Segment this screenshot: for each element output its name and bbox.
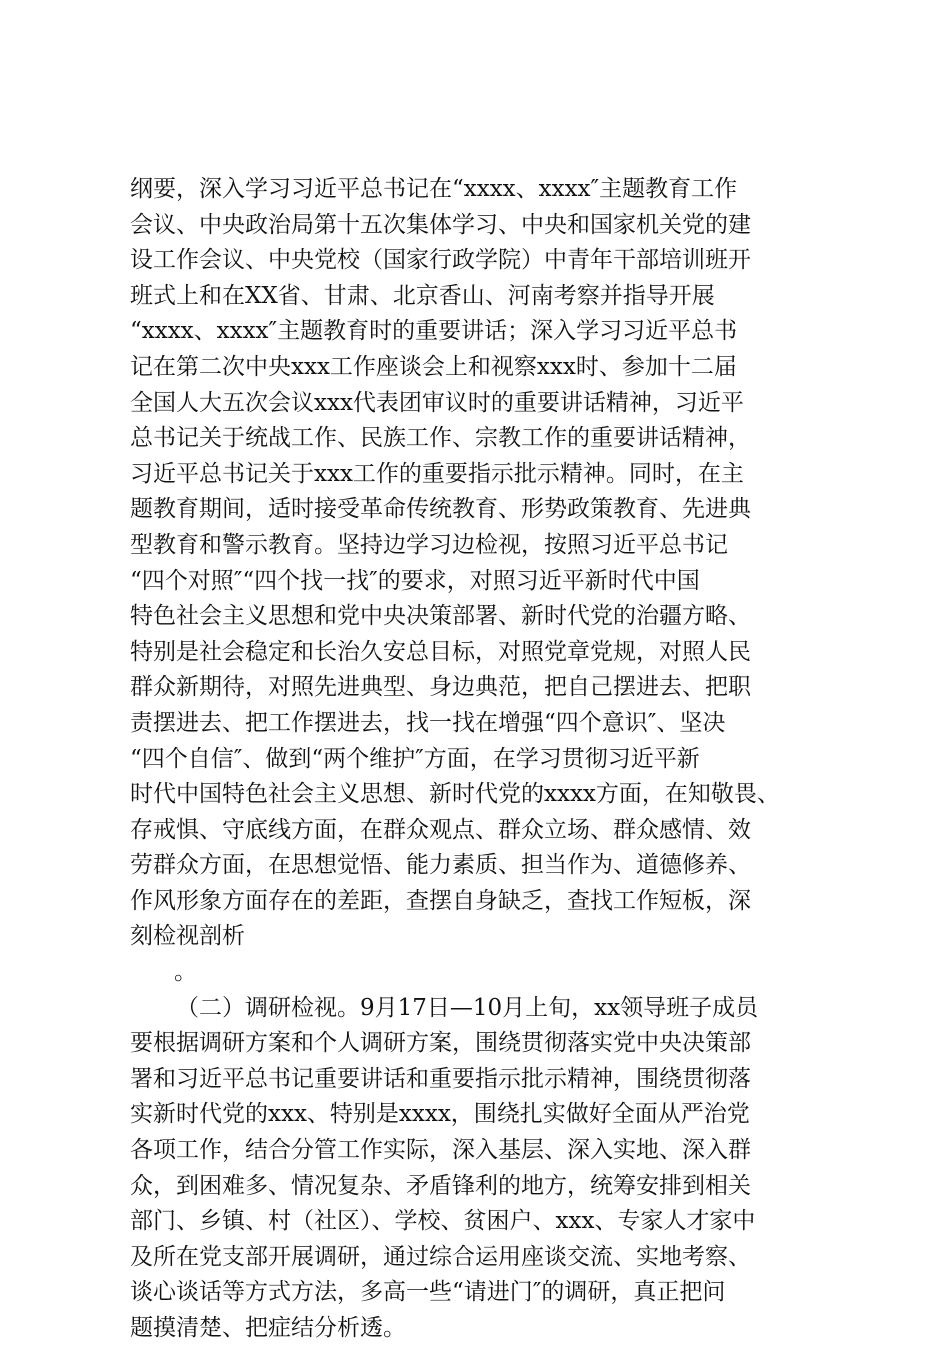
text-line: 会议、中央政治局第十五次集体学习、中央和国家机关党的建 — [130, 211, 751, 238]
paragraph-research-review — [130, 991, 850, 1347]
text-line: 特别是社会稳定和长治久安总目标，对照党章党规，对照人民 — [130, 638, 751, 665]
text-line: 记在第二次中央xxx工作座谈会上和视察xxx时、参加十二届 — [130, 353, 737, 380]
text-line: 劳群众方面，在思想觉悟、能力素质、担当作为、道德修养、 — [130, 852, 751, 879]
text-line: 设工作会议、中央党校（国家行政学院）中青年干部培训班开 — [130, 247, 751, 274]
text-line: 总书记关于统战工作、民族工作、宗教工作的重要讲话精神， — [130, 425, 751, 452]
document-body — [130, 172, 850, 1347]
section-heading-line: （二）调研检视。9月17日—10月上旬，xx领导班子成员 — [176, 994, 759, 1021]
text-line: 型教育和警示教育。坚持边学习边检视，按照习近平总书记 — [130, 531, 728, 558]
text-line: 要根据调研方案和个人调研方案，围绕贯彻落实党中央决策部 — [130, 1030, 751, 1057]
text-line: 责摆进去、把工作摆进去，找一找在增强“四个意识″、坚决 — [130, 709, 726, 736]
text-line: 刻检视剖析 — [130, 923, 245, 950]
text-line: 习近平总书记关于xxx工作的重要指示批示精神。同时，在主 — [130, 460, 744, 487]
text-line: 班式上和在XX省、甘肃、北京香山、河南考察并指导开展 — [130, 282, 715, 309]
text-line: 全国人大五次会议xxx代表团审议时的重要讲话精神，习近平 — [130, 389, 744, 416]
text-line: 作风形象方面存在的差距，查摆自身缺乏，查找工作短板，深 — [130, 887, 751, 914]
text-line: 群众新期待，对照先进典型、身边典范，把自己摆进去、把职 — [130, 674, 751, 701]
text-line: “四个对照″“四个找一找″的要求，对照习近平新时代中国 — [130, 567, 700, 594]
text-line: 存戒惧、守底线方面，在群众观点、群众立场、群众感情、效 — [130, 816, 751, 843]
text-line: 各项工作，结合分管工作实际，深入基层、深入实地、深入群 — [130, 1137, 751, 1164]
text-line: “xxxx、xxxx″主题教育时的重要讲话；深入学习习近平总书 — [130, 318, 738, 345]
text-line: 部门、乡镇、村（社区）、学校、贫困户、xxx、专家人才家中 — [130, 1208, 756, 1235]
text-line: 题教育期间，适时接受革命传统教育、形势政策教育、先进典 — [130, 496, 751, 523]
text-line: 题摸清楚、把症结分析透。 — [130, 1315, 406, 1341]
paragraph-topic-education — [130, 172, 850, 991]
text-line: 众，到困难多、情况复杂、矛盾锋利的地方，统筹安排到相关 — [130, 1172, 751, 1199]
text-line: 谈心谈话等方式方法，多高一些“请进门″的调研，真正把问 — [130, 1279, 726, 1306]
text-line: 及所在党支部开展调研，通过综合运用座谈交流、实地考察、 — [130, 1243, 751, 1270]
text-line: 时代中国特色社会主义思想、新时代党的xxxx方面，在知敬畏、 — [130, 781, 780, 808]
text-line: 特色社会主义思想和党中央决策部署、新时代党的治疆方略、 — [130, 603, 751, 630]
text-line: 署和习近平总书记重要讲话和重要指示批示精神，围绕贯彻落 — [130, 1065, 751, 1092]
trailing-period: 。 — [174, 959, 197, 986]
text-line: 纲要，深入学习习近平总书记在“xxxx、xxxx″主题教育工作 — [130, 176, 738, 202]
text-line: “四个自信″、做到“两个维护″方面，在学习贯彻习近平新 — [130, 745, 700, 772]
text-line: 实新时代党的xxx、特别是xxxx，围绕扎实做好全面从严治党 — [130, 1101, 750, 1128]
